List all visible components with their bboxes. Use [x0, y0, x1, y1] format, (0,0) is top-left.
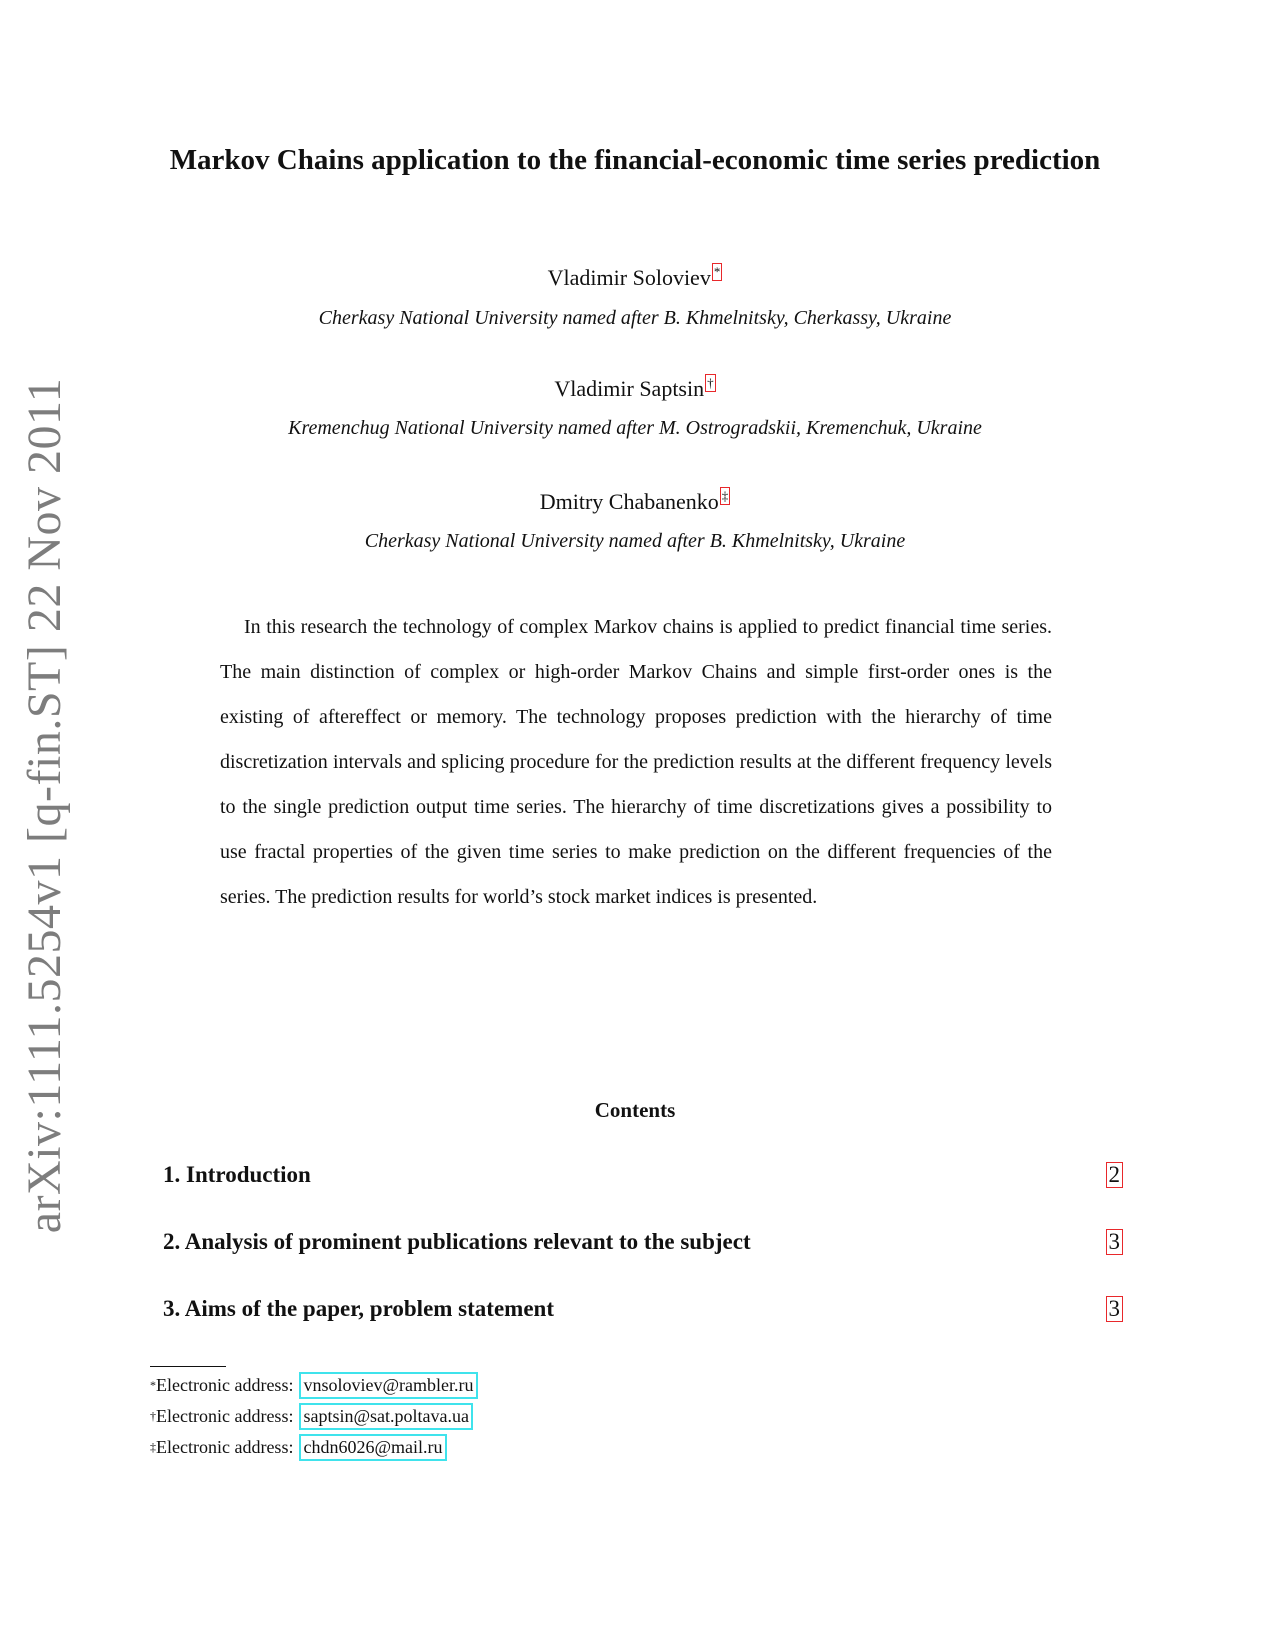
paper-title: Markov Chains application to the financial-economic time series prediction — [169, 144, 1101, 176]
footnote-3 — [150, 1433, 447, 1461]
footnote-label: Electronic address: — [156, 1374, 294, 1395]
author-name: Vladimir Saptsin — [554, 376, 705, 401]
footnote-rule — [150, 1366, 226, 1367]
toc-item-label[interactable]: 2. Analysis of prominent publications relevant to the subject — [163, 1229, 751, 1254]
footnote-1 — [150, 1371, 478, 1399]
author-name: Dmitry Chabanenko — [539, 489, 719, 514]
abstract: In this research the technology of complex Markov chains is applied to predict financial time series. The main distinction of complex or high-order Markov Chains and simple first-order ones is the existing of aftereffect or memory. The technology proposes prediction with the hierarchy of time discretization intervals and splicing procedure for the prediction results at the different frequency levels to the single prediction output time series. The hierarchy of time discretizations gives a possibility to use fractal properties of the given time series to make prediction on the different frequencies of the series. The prediction results for world’s stock market indices is presented. — [220, 616, 1052, 908]
author-1-affiliation: Cherkasy National University named after B. Khmelnitsky, Cherkassy, Ukraine — [318, 307, 952, 329]
toc-item-label[interactable]: 1. Introduction — [163, 1162, 311, 1187]
toc-item-aims[interactable] — [163, 1296, 1123, 1322]
footnote-link-1[interactable]: * — [713, 264, 721, 279]
toc-item-introduction[interactable] — [163, 1162, 1123, 1188]
author-name: Vladimir Soloviev — [547, 265, 711, 290]
toc-page-link[interactable]: 3 — [1106, 1229, 1124, 1255]
toc-page-link[interactable]: 2 — [1106, 1162, 1124, 1188]
toc-item-label[interactable]: 3. Aims of the paper, problem statement — [163, 1296, 554, 1321]
footnote-link-2[interactable]: † — [707, 375, 714, 390]
email-link[interactable]: vnsoloviev@rambler.ru — [299, 1372, 477, 1399]
footnote-label: Electronic address: — [156, 1405, 294, 1426]
toc-item-analysis[interactable] — [163, 1229, 1123, 1255]
footnote-mark: * — [150, 1377, 156, 1392]
author-2 — [150, 374, 1120, 402]
author-1 — [150, 263, 1120, 291]
contents-heading: Contents — [594, 1098, 676, 1122]
footnote-mark: ‡ — [150, 1439, 156, 1454]
footnote-label: Electronic address: — [156, 1436, 294, 1457]
arxiv-stamp-text: arXiv:1111.5254v1 [q-fin.ST] 22 Nov 2011 — [18, 377, 72, 1233]
author-3-affiliation: Cherkasy National University named after B. Khmelnitsky, Ukraine — [364, 530, 906, 552]
footnote-mark: † — [150, 1408, 156, 1423]
toc-page-link[interactable]: 3 — [1106, 1296, 1124, 1322]
footnote-2 — [150, 1402, 473, 1430]
arxiv-stamp — [18, 377, 72, 1233]
author-2-affiliation: Kremenchug National University named after M. Ostrogradskii, Kremenchuk, Ukraine — [288, 417, 982, 439]
footnote-link-3[interactable]: ‡ — [721, 488, 729, 503]
email-link[interactable]: saptsin@sat.poltava.ua — [299, 1403, 473, 1430]
author-3 — [150, 487, 1120, 515]
email-link[interactable]: chdn6026@mail.ru — [299, 1434, 446, 1461]
